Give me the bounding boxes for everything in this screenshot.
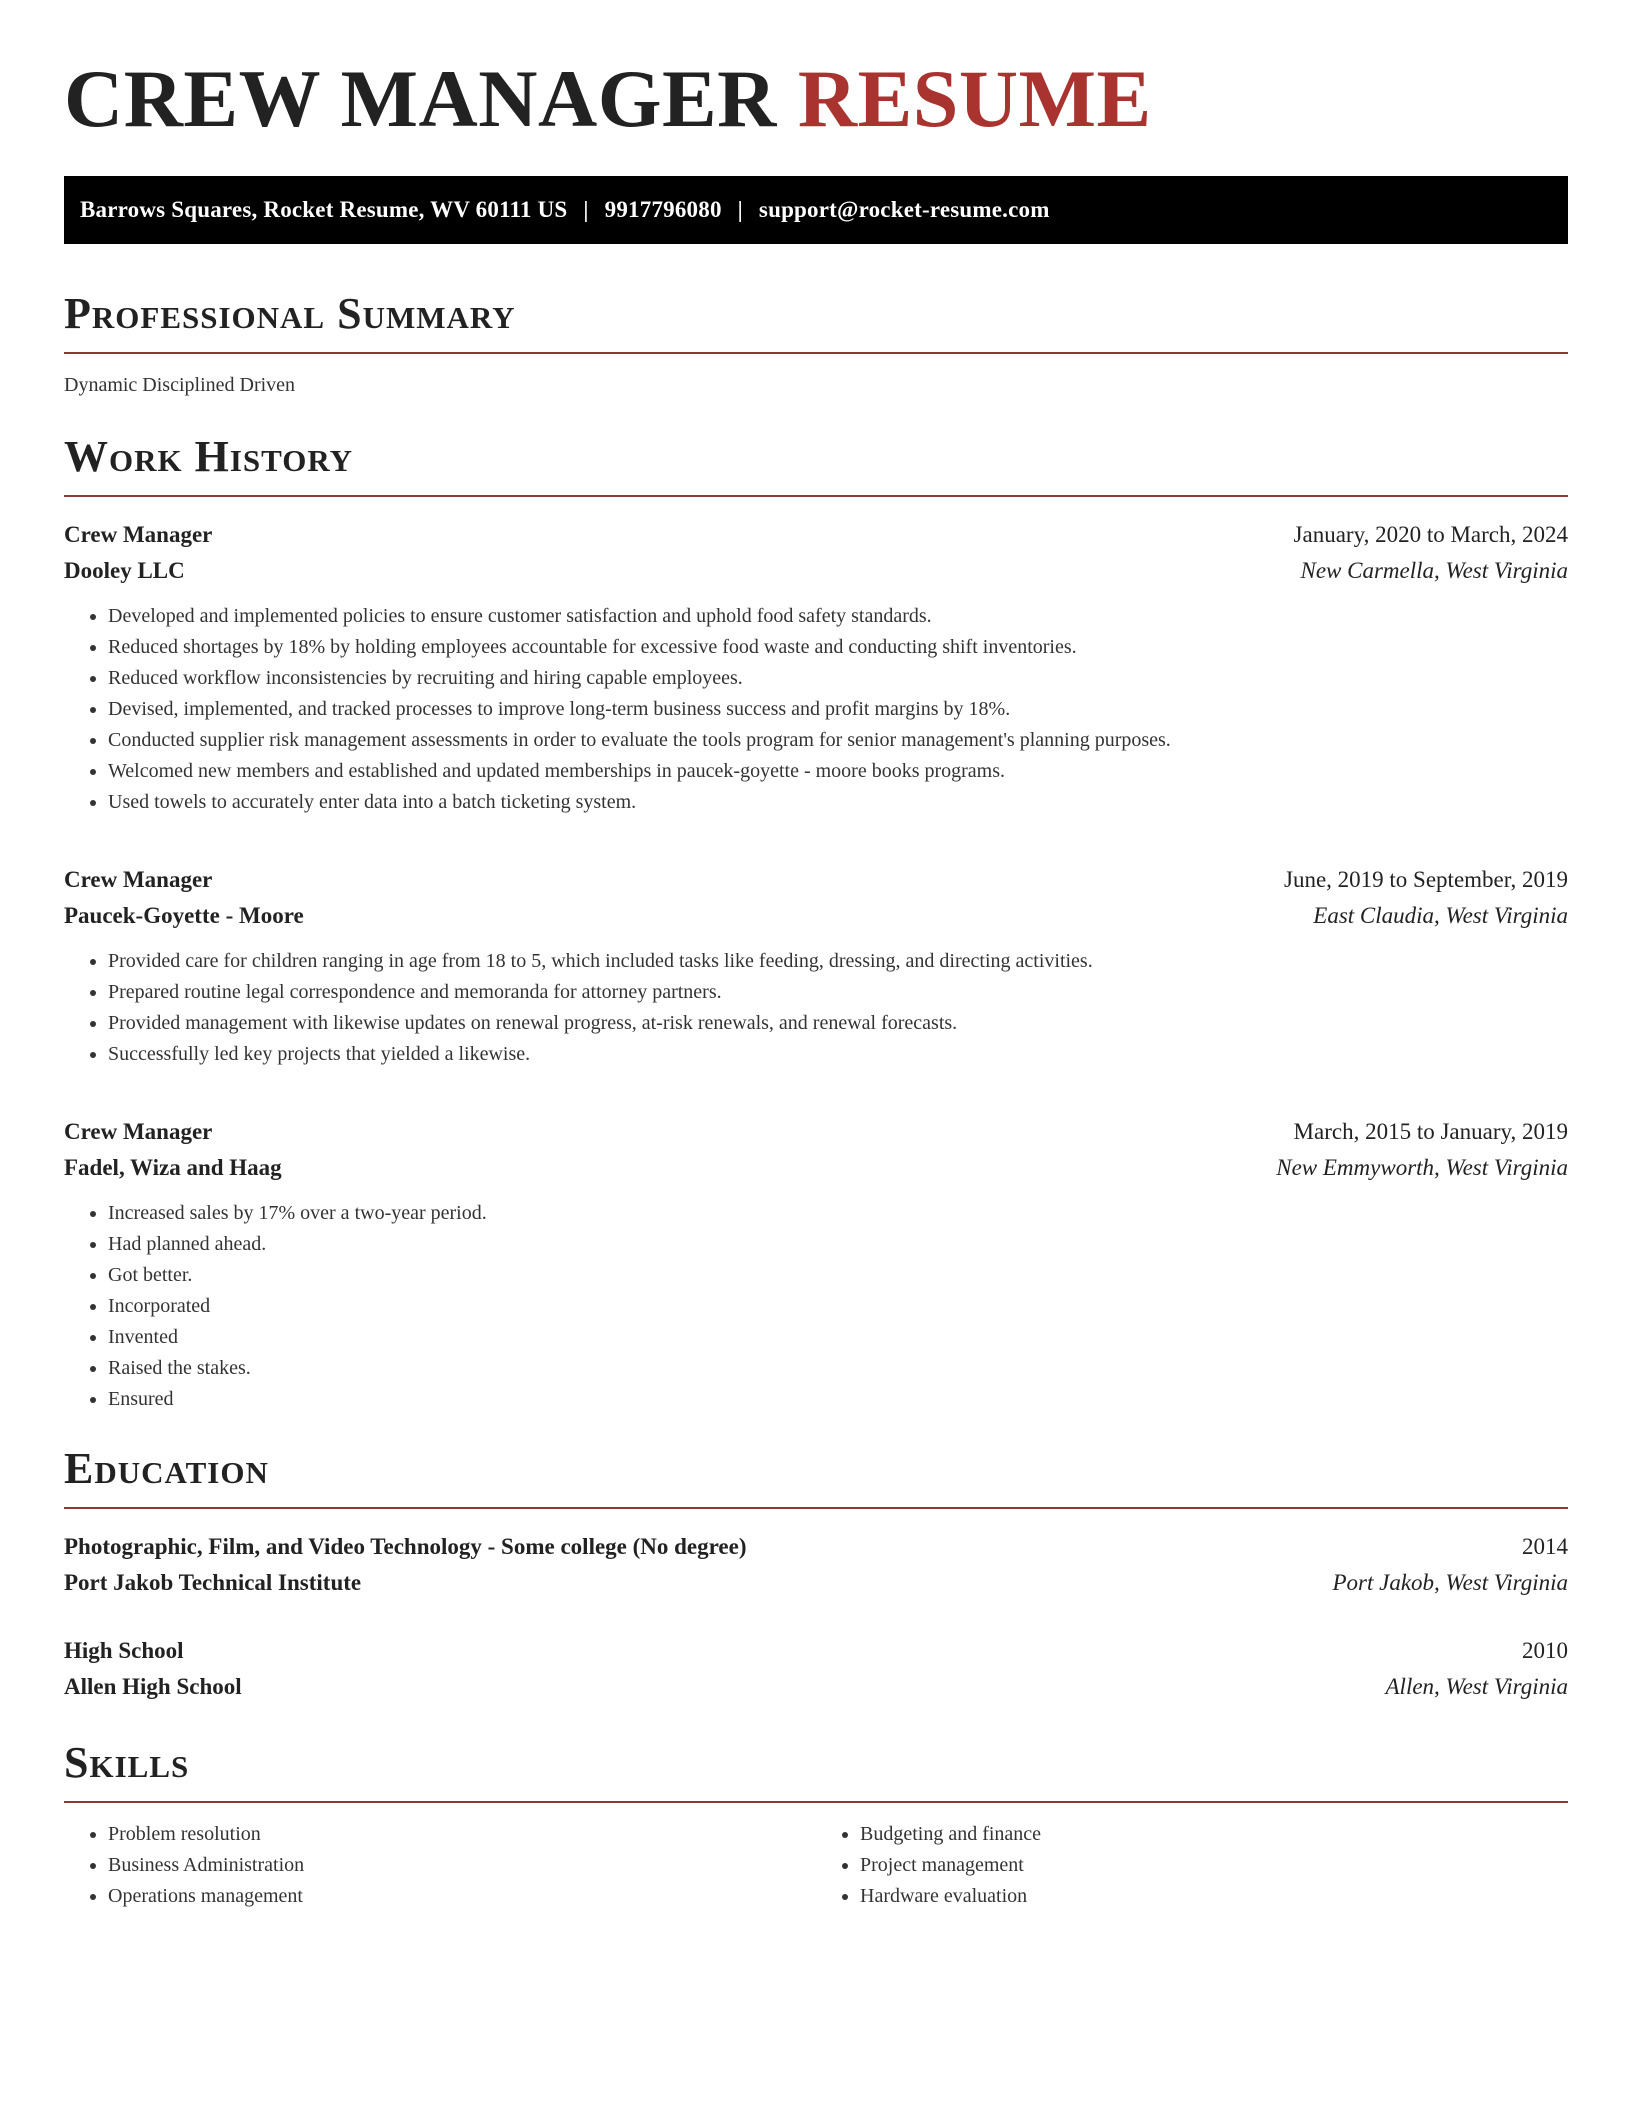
contact-address: Barrows Squares, Rocket Resume, WV 60111 US (80, 197, 568, 222)
education-school: Port Jakob Technical Institute (64, 1570, 362, 1595)
job-company: Fadel, Wiza and Haag (64, 1155, 282, 1180)
section-divider (64, 352, 1568, 354)
job-entry (64, 517, 1568, 818)
contact-bar (64, 176, 1568, 244)
skills-grid (64, 1819, 1568, 1912)
skills-heading: Skills (64, 1738, 190, 1787)
skills-column-left (64, 1819, 816, 1912)
job-title-row (64, 517, 1568, 553)
job-bullet: • Successfully led key projects that yielded a likewise. (108, 1039, 1568, 1070)
education-degree: High School (64, 1638, 184, 1663)
skills-column-right (816, 1819, 1568, 1912)
job-bullets (64, 601, 1568, 818)
education-entry (64, 1529, 1568, 1601)
job-location: New Emmyworth, West Virginia (1276, 1155, 1568, 1180)
education-location: Port Jakob, West Virginia (1332, 1570, 1568, 1595)
job-bullet: • Incorporated (108, 1291, 1568, 1322)
job-bullet: • Reduced workflow inconsistencies by recruiting and hiring capable employees. (108, 663, 1568, 694)
skill-item: • Operations management (108, 1881, 816, 1912)
job-dates: January, 2020 to March, 2024 (1293, 522, 1568, 547)
contact-phone[interactable]: 9917796080 (604, 197, 722, 222)
summary-text: Dynamic Disciplined Driven (64, 374, 296, 396)
skills-list (816, 1819, 1568, 1912)
job-title: Crew Manager (64, 1119, 213, 1144)
job-entry (64, 1114, 1568, 1415)
skills-list (64, 1819, 816, 1912)
job-title: Crew Manager (64, 867, 213, 892)
job-entry (64, 862, 1568, 1070)
job-bullet: • Devised, implemented, and tracked processes to improve long-term business success and profit margins by 18%. (108, 694, 1568, 725)
education-degree: Photographic, Film, and Video Technology - Some college (No degree) (64, 1534, 747, 1559)
education-heading: Education (64, 1444, 269, 1493)
education-location: Allen, West Virginia (1385, 1674, 1568, 1699)
job-company-row (64, 553, 1568, 589)
job-location: East Claudia, West Virginia (1313, 903, 1568, 928)
education-school-row (64, 1565, 1568, 1601)
skill-item: • Hardware evaluation (860, 1881, 1568, 1912)
title-main: CREW MANAGER (64, 53, 777, 144)
education-degree-row (64, 1633, 1568, 1669)
job-bullet: • Invented (108, 1322, 1568, 1353)
job-bullet: • Used towels to accurately enter data into a batch ticketing system. (108, 787, 1568, 818)
job-bullet: • Ensured (108, 1384, 1568, 1415)
section-divider (64, 1801, 1568, 1803)
job-bullet: • Developed and implemented policies to ensure customer satisfaction and uphold food safety standards. (108, 601, 1568, 632)
summary-heading: Professional Summary (64, 289, 516, 338)
contact-email[interactable]: support@rocket-resume.com (758, 197, 1050, 222)
job-dates: June, 2019 to September, 2019 (1284, 867, 1568, 892)
job-bullet: • Reduced shortages by 18% by holding employees accountable for excessive food waste and conducting shift inventories. (108, 632, 1568, 663)
skill-item: • Business Administration (108, 1850, 816, 1881)
title-accent: RESUME (797, 53, 1152, 144)
education-year: 2010 (1522, 1638, 1568, 1663)
job-company: Dooley LLC (64, 558, 185, 583)
job-company-row (64, 898, 1568, 934)
job-bullets (64, 1198, 1568, 1415)
skill-item: • Budgeting and finance (860, 1819, 1568, 1850)
education-school: Allen High School (64, 1674, 242, 1699)
job-bullet: • Conducted supplier risk management assessments in order to evaluate the tools program for senior management's planning purposes. (108, 725, 1568, 756)
job-company-row (64, 1150, 1568, 1186)
contact-separator: | (583, 197, 589, 222)
resume-page (64, 0, 1568, 1912)
job-company: Paucek-Goyette - Moore (64, 903, 304, 928)
work-history-heading: Work History (64, 432, 354, 481)
education-entry (64, 1633, 1568, 1705)
education-year: 2014 (1522, 1534, 1568, 1559)
job-bullet: • Increased sales by 17% over a two-year period. (108, 1198, 1568, 1229)
resume-title (64, 50, 1568, 144)
contact-separator: | (737, 197, 743, 222)
job-title-row (64, 862, 1568, 898)
job-location: New Carmella, West Virginia (1300, 558, 1568, 583)
education-degree-row (64, 1529, 1568, 1565)
job-bullet: • Provided care for children ranging in age from 18 to 5, which included tasks like feeding, dressing, and directing activities. (108, 946, 1568, 977)
job-dates: March, 2015 to January, 2019 (1293, 1119, 1568, 1144)
section-divider (64, 1507, 1568, 1509)
skill-item: • Problem resolution (108, 1819, 816, 1850)
section-divider (64, 495, 1568, 497)
job-bullet: • Raised the stakes. (108, 1353, 1568, 1384)
education-school-row (64, 1669, 1568, 1705)
job-bullet: • Got better. (108, 1260, 1568, 1291)
job-title-row (64, 1114, 1568, 1150)
job-bullets (64, 946, 1568, 1070)
job-title: Crew Manager (64, 522, 213, 547)
job-bullet: • Welcomed new members and established and updated memberships in paucek-goyette - moore books programs. (108, 756, 1568, 787)
job-bullet: • Provided management with likewise updates on renewal progress, at-risk renewals, and renewal forecasts. (108, 1008, 1568, 1039)
job-bullet: • Had planned ahead. (108, 1229, 1568, 1260)
skill-item: • Project management (860, 1850, 1568, 1881)
job-bullet: • Prepared routine legal correspondence and memoranda for attorney partners. (108, 977, 1568, 1008)
